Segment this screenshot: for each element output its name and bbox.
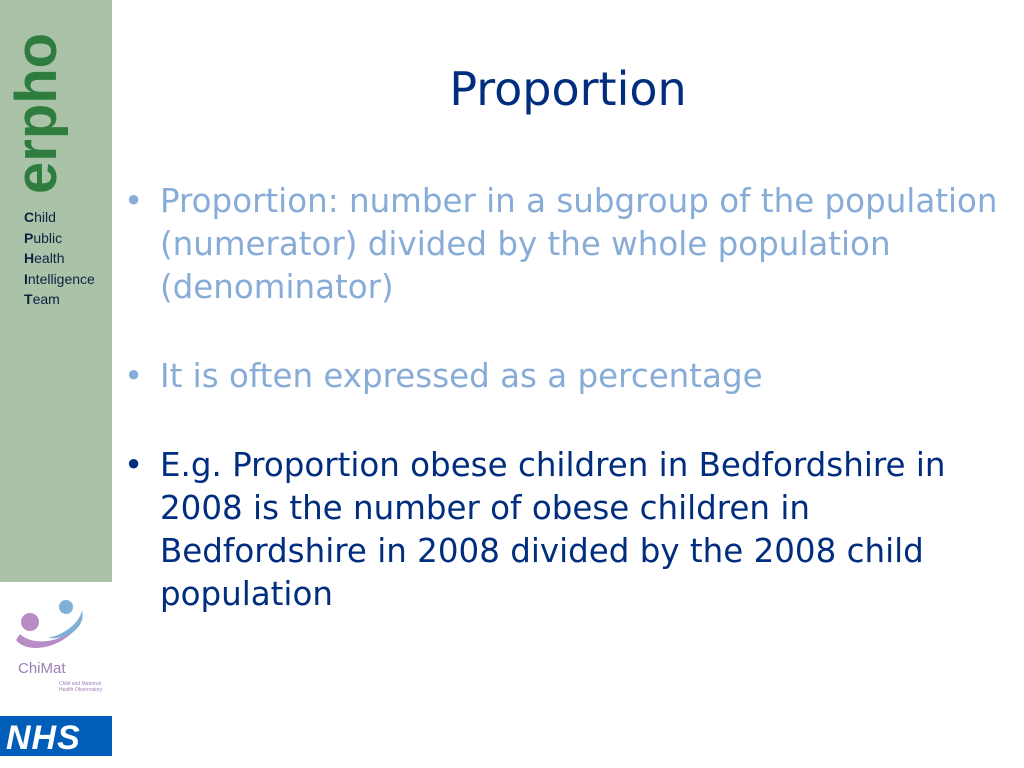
chimat-subtitle: Child and Maternal Health Observatory: [59, 681, 103, 693]
sidebar: [0, 0, 112, 582]
bullet-item: [124, 355, 1004, 398]
team-line: Public: [24, 229, 63, 246]
erpho-logo: [4, 32, 69, 196]
bullet-icon: •: [124, 357, 144, 395]
team-line: Child: [24, 209, 56, 225]
bullet-item: [124, 180, 1004, 309]
bullet-icon: •: [124, 182, 144, 220]
team-list: [24, 207, 95, 310]
bullet-icon: •: [124, 446, 144, 484]
team-line: Health: [24, 250, 65, 266]
bullet-text: E.g. Proportion obese children in Bedfordshire in 2008 is the number of obese children in Bedfordshire in 2008 divided by the 2008 child population: [160, 446, 946, 613]
bullet-list: [124, 180, 1004, 616]
bullet-item: [124, 444, 1004, 616]
nhs-label: NHS: [6, 719, 81, 757]
chimat-name: ChiMat: [18, 660, 66, 677]
bullet-text: Proportion: number in a subgroup of the population (numerator) divided by the whole population (denominator): [160, 182, 998, 306]
team-line: Intelligence: [24, 270, 95, 287]
team-line: Team: [24, 291, 60, 307]
slide-title: Proportion: [449, 62, 687, 116]
svg-text:erpho: erpho: [4, 32, 69, 194]
nhs-logo: [0, 716, 112, 756]
bullet-text: It is often expressed as a percentage: [160, 357, 763, 395]
